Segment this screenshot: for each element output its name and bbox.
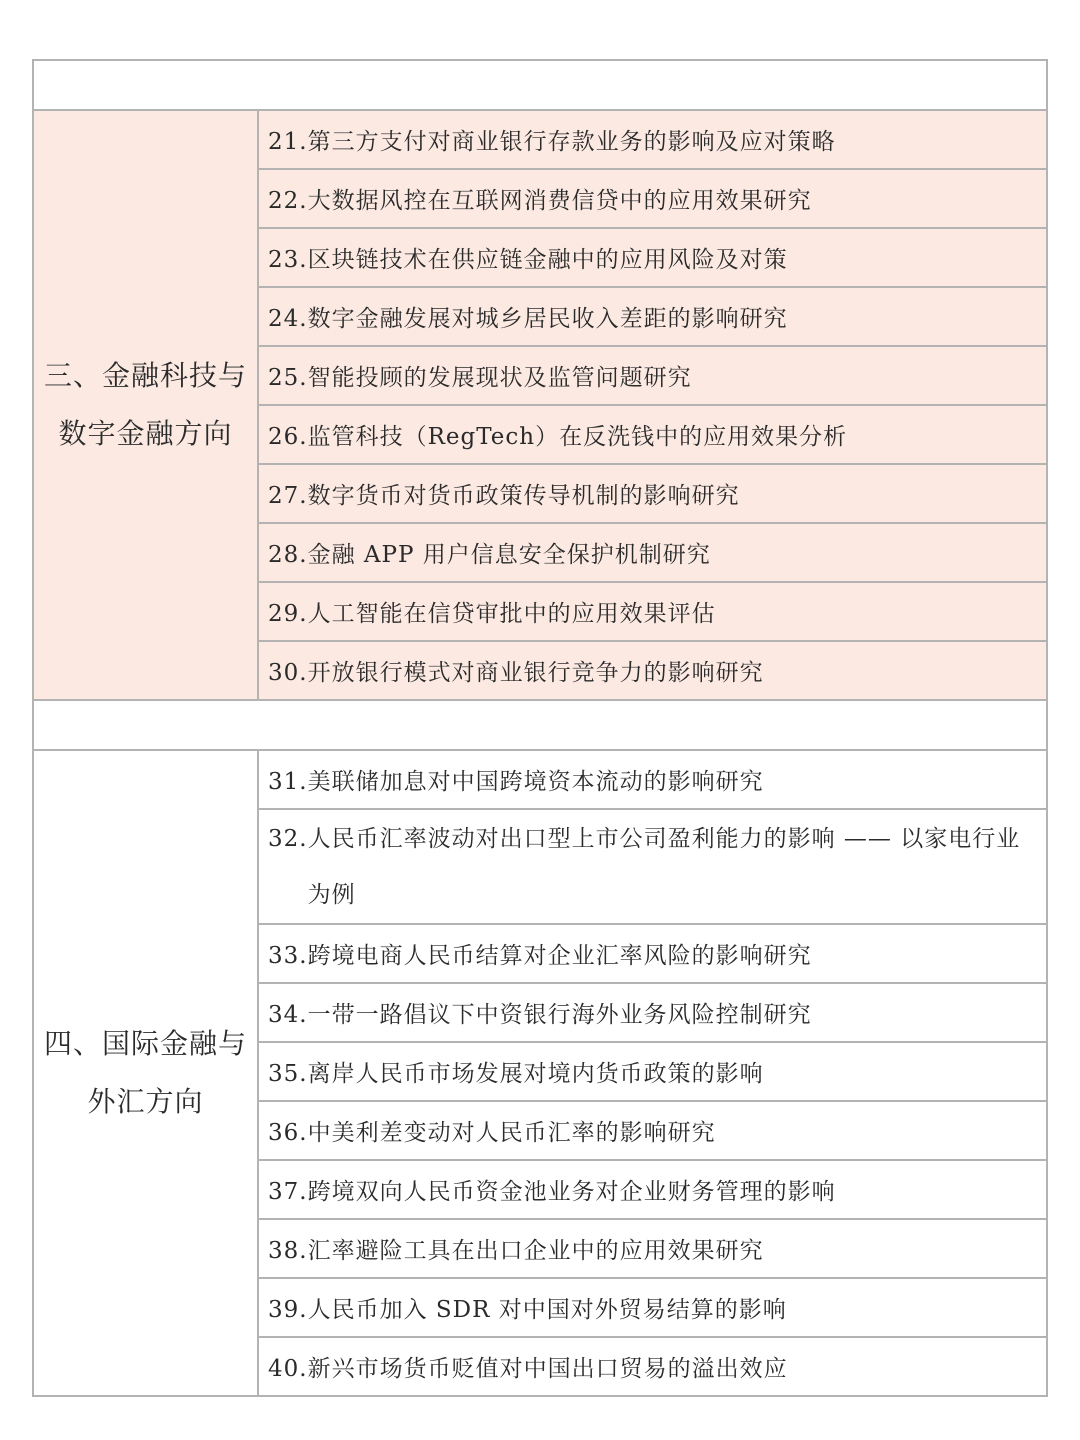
category-line-2: 外汇方向 [87, 1085, 204, 1118]
topic-cell [258, 1278, 1047, 1337]
topic-text: 智能投顾的发展现状及监管问题研究 [307, 365, 692, 391]
topic-number: 33. [268, 943, 308, 969]
topic-cell [258, 1219, 1047, 1278]
topic-cell [258, 1160, 1047, 1219]
topic-text: 监管科技（RegTech）在反洗钱中的应用效果分析 [307, 424, 848, 450]
spacer-cell [33, 60, 1047, 110]
topic-text: 汇率避险工具在出口企业中的应用效果研究 [307, 1238, 764, 1264]
topic-number: 26. [268, 424, 308, 450]
spacer-row [33, 700, 1047, 750]
topic-table-body [33, 60, 1047, 1396]
topic-text: 开放银行模式对商业银行竞争力的影响研究 [307, 660, 764, 686]
topic-number: 24. [268, 306, 308, 332]
topic-cell [258, 523, 1047, 582]
topic-number: 36. [268, 1120, 308, 1146]
topic-cell [258, 287, 1047, 346]
topic-text: 美联储加息对中国跨境资本流动的影响研究 [307, 769, 764, 795]
topic-table [32, 59, 1048, 1397]
topic-number: 34. [268, 1002, 308, 1028]
topic-cell [258, 169, 1047, 228]
topic-cell [258, 405, 1047, 464]
topic-text: 中美利差变动对人民币汇率的影响研究 [307, 1120, 716, 1146]
topic-text: 数字货币对货币政策传导机制的影响研究 [307, 483, 740, 509]
topic-row [33, 750, 1047, 809]
topic-text: 跨境电商人民币结算对企业汇率风险的影响研究 [307, 943, 812, 969]
topic-text: 新兴市场货币贬值对中国出口贸易的溢出效应 [307, 1356, 788, 1382]
topic-cell [258, 464, 1047, 523]
topic-cell [258, 110, 1047, 169]
topic-number: 38. [268, 1238, 308, 1264]
topic-text: 人民币加入 SDR 对中国对外贸易结算的影响 [307, 1297, 787, 1323]
category-line-1: 三、金融科技与 [43, 359, 247, 392]
topic-text: 离岸人民币市场发展对境内货币政策的影响 [307, 1061, 764, 1087]
topic-cell [258, 346, 1047, 405]
topic-text: 人民币汇率波动对出口型上市公司盈利能力的影响 —— 以家电行业为例 [307, 825, 1021, 908]
topic-number: 40. [268, 1356, 308, 1382]
topic-text: 区块链技术在供应链金融中的应用风险及对策 [307, 247, 788, 273]
topic-cell [258, 809, 1047, 924]
topic-number: 30. [268, 660, 308, 686]
topic-text: 人工智能在信贷审批中的应用效果评估 [307, 601, 716, 627]
topic-text: 第三方支付对商业银行存款业务的影响及应对策略 [307, 129, 836, 155]
topic-cell [258, 924, 1047, 983]
topic-number: 21. [268, 129, 308, 155]
topic-text: 一带一路倡议下中资银行海外业务风险控制研究 [307, 1002, 812, 1028]
topic-number: 37. [268, 1179, 308, 1205]
topic-number: 32. [268, 825, 308, 852]
topic-number: 35. [268, 1061, 308, 1087]
category-line-1: 四、国际金融与 [43, 1027, 247, 1060]
topic-cell [258, 1101, 1047, 1160]
topic-number: 25. [268, 365, 308, 391]
topic-cell [258, 983, 1047, 1042]
topic-cell [258, 1042, 1047, 1101]
topic-text: 大数据风控在互联网消费信贷中的应用效果研究 [307, 188, 812, 214]
topic-number: 23. [268, 247, 308, 273]
topic-number: 28. [268, 542, 308, 568]
category-cell [33, 750, 258, 1396]
topic-number: 39. [268, 1297, 308, 1323]
topic-number: 27. [268, 483, 308, 509]
spacer-cell [33, 700, 1047, 750]
topic-text: 金融 APP 用户信息安全保护机制研究 [307, 542, 711, 568]
topic-cell [258, 1337, 1047, 1396]
topic-number: 29. [268, 601, 308, 627]
topic-text: 数字金融发展对城乡居民收入差距的影响研究 [307, 306, 788, 332]
topic-cell [258, 228, 1047, 287]
topic-text: 跨境双向人民币资金池业务对企业财务管理的影响 [307, 1179, 836, 1205]
topic-cell [258, 641, 1047, 700]
topic-number: 22. [268, 188, 308, 214]
topic-cell [258, 750, 1047, 809]
topic-row [33, 110, 1047, 169]
category-line-2: 数字金融方向 [58, 417, 233, 450]
category-cell [33, 110, 258, 700]
topic-cell [258, 582, 1047, 641]
spacer-row [33, 60, 1047, 110]
topic-number: 31. [268, 769, 308, 795]
